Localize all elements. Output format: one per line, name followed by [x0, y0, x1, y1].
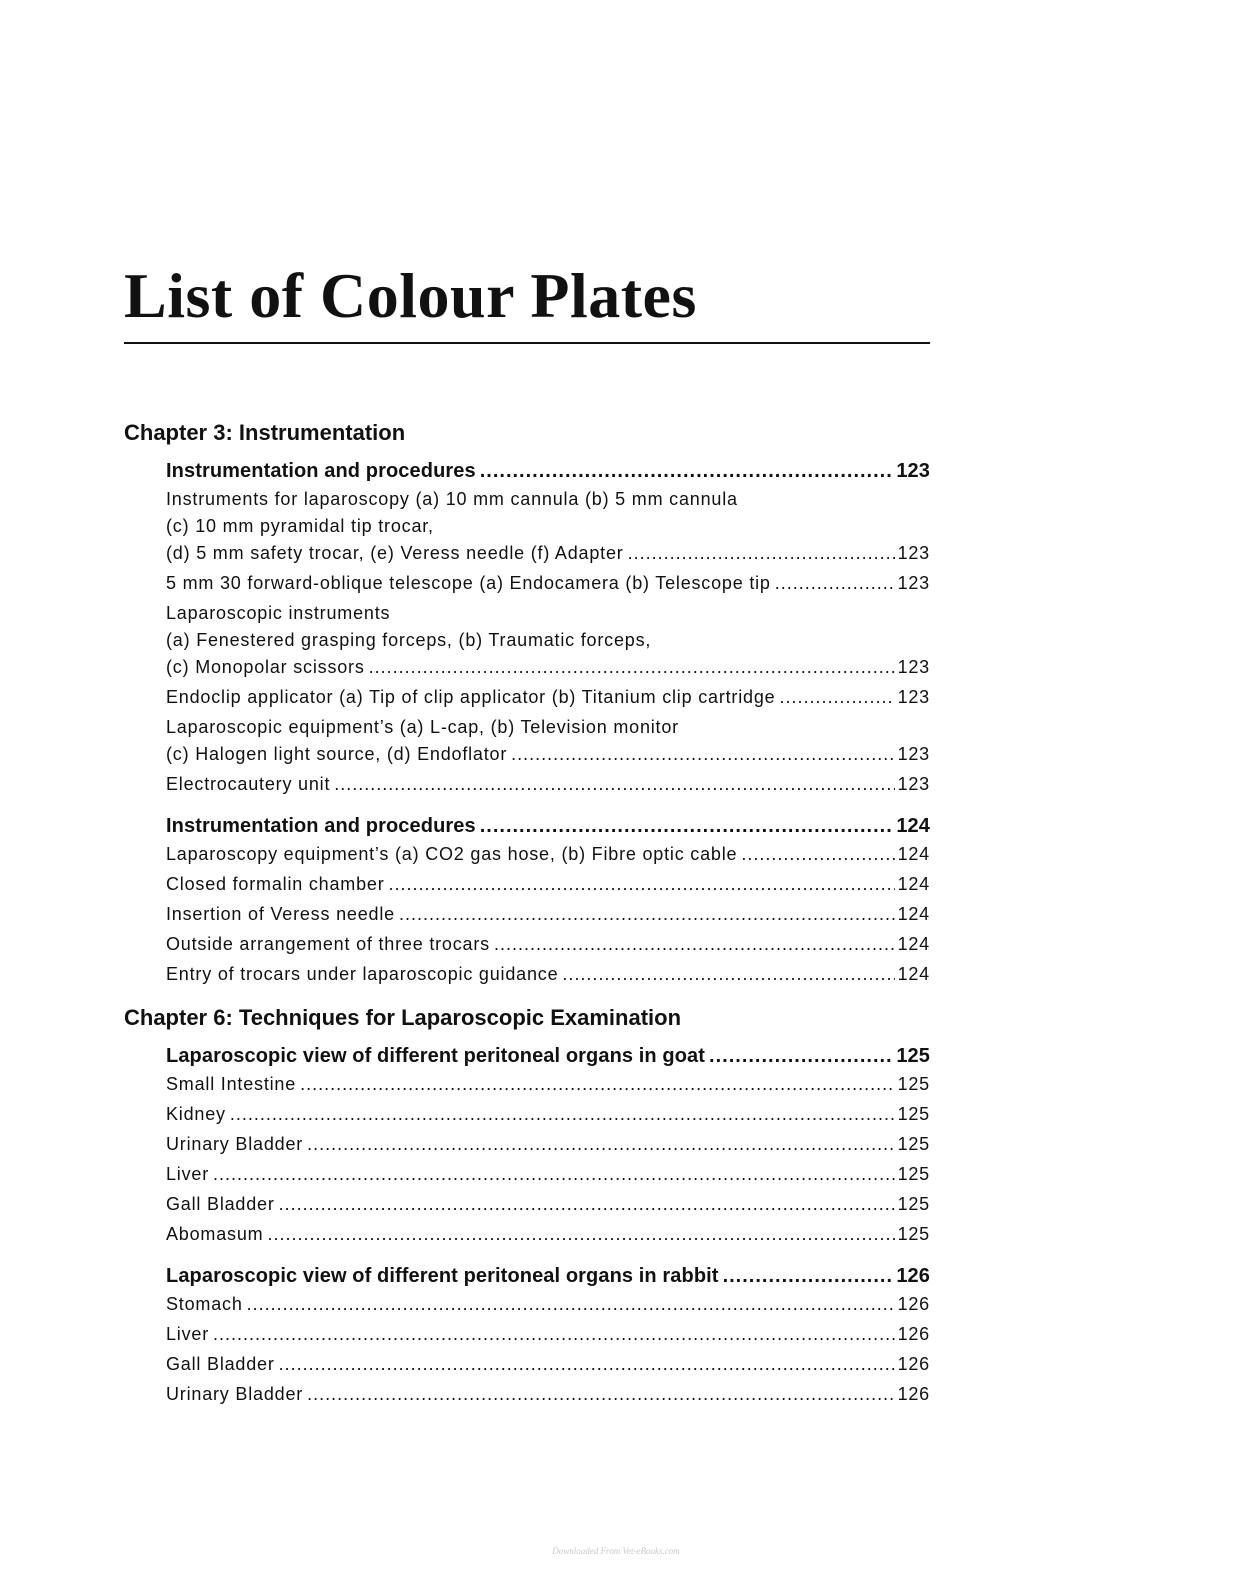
toc-entry-label: Liver: [166, 1164, 210, 1184]
dot-leader: [307, 1381, 895, 1408]
toc-entry-label: Liver: [166, 1324, 210, 1344]
dot-leader: [334, 771, 894, 798]
dot-leader: [213, 1321, 895, 1348]
dot-leader: [511, 741, 894, 768]
toc-section: [124, 1041, 930, 1251]
page-number: 125: [897, 1194, 930, 1214]
toc-entry-label: Outside arrangement of three trocars: [166, 934, 490, 954]
section-heading-label: Instrumentation and procedures: [166, 460, 476, 482]
page-number: 123: [897, 543, 930, 563]
dot-leader: [307, 1131, 895, 1158]
toc-entry-label: Abomasum: [166, 1224, 264, 1244]
chapter-heading: Chapter 3: Instrumentation: [124, 420, 406, 445]
dot-leader: [399, 901, 895, 928]
toc-entry-label: (c) Monopolar scissors: [166, 657, 365, 677]
dot-leader: [628, 540, 895, 567]
toc-entry[interactable]: [166, 1351, 930, 1381]
dot-leader: [775, 570, 895, 597]
page-number: 124: [897, 874, 930, 894]
page-title: List of Colour Plates: [124, 260, 697, 331]
dot-leader: [709, 1041, 893, 1071]
toc-entry-label: (d) 5 mm safety trocar, (e) Veress needle (f) Adapter: [166, 543, 624, 563]
toc-entry[interactable]: [166, 1321, 930, 1351]
entry-line: Laparoscopic instruments: [166, 603, 391, 623]
dot-leader: [279, 1351, 895, 1378]
page-number: 125: [896, 1045, 930, 1067]
page-number: 126: [897, 1384, 930, 1404]
toc-entry-label: Stomach: [166, 1294, 243, 1314]
section-heading[interactable]: [166, 456, 930, 486]
toc-entry[interactable]: [166, 931, 930, 961]
section-heading-label: Laparoscopic view of different peritoneal organs in goat: [166, 1045, 706, 1067]
toc-entry[interactable]: [166, 841, 930, 871]
page-number: 125: [897, 1134, 930, 1154]
toc-entry[interactable]: [166, 570, 930, 600]
section-heading-label: Instrumentation and procedures: [166, 815, 476, 837]
dot-leader: [369, 654, 895, 681]
page-number: 123: [897, 687, 930, 707]
toc-entry-label: (c) Halogen light source, (d) Endoflator: [166, 744, 508, 764]
toc-entry[interactable]: [166, 1191, 930, 1221]
toc-entry-label: Gall Bladder: [166, 1354, 275, 1374]
toc-entry[interactable]: [166, 871, 930, 901]
entry-line: Laparoscopic equipment’s (a) L-cap, (b) Television monitor: [166, 717, 679, 737]
toc-entry-label: Electrocautery unit: [166, 774, 331, 794]
toc-entry[interactable]: [166, 961, 930, 991]
page-number: 124: [897, 964, 930, 984]
toc-entry[interactable]: [166, 654, 930, 684]
page-number: 125: [897, 1164, 930, 1184]
toc-entry[interactable]: [166, 741, 930, 771]
toc-entry-label: Endoclip applicator (a) Tip of clip applicator (b) Titanium clip cartridge: [166, 687, 776, 707]
toc-entry-label: Urinary Bladder: [166, 1384, 304, 1404]
toc-entry-label: Closed formalin chamber: [166, 874, 385, 894]
toc-entry-label: Entry of trocars under laparoscopic guidance: [166, 964, 559, 984]
dot-leader: [247, 1291, 895, 1318]
page-number: 126: [897, 1324, 930, 1344]
page-number: 123: [897, 573, 930, 593]
section-heading-label: Laparoscopic view of different peritoneal organs in rabbit: [166, 1265, 719, 1287]
page-number: 124: [896, 815, 930, 837]
dot-leader: [388, 871, 894, 898]
table-of-contents: [124, 416, 930, 1421]
dot-leader: [480, 811, 894, 841]
entry-line: Instruments for laparoscopy (a) 10 mm cannula (b) 5 mm cannula: [166, 489, 738, 509]
page-number: 125: [897, 1104, 930, 1124]
chapter-heading: Chapter 6: Techniques for Laparoscopic Examination: [124, 1005, 682, 1030]
dot-leader: [494, 931, 895, 958]
toc-entry[interactable]: [166, 1101, 930, 1131]
dot-leader: [279, 1191, 895, 1218]
dot-leader: [741, 841, 894, 868]
toc-entry-label: Insertion of Veress needle: [166, 904, 395, 924]
dot-leader: [723, 1261, 894, 1291]
toc-entry-label: Kidney: [166, 1104, 226, 1124]
toc-entry-label: 5 mm 30 forward-oblique telescope (a) Endocamera (b) Telescope tip: [166, 573, 771, 593]
page-number: 123: [896, 460, 930, 482]
section-heading[interactable]: [166, 1041, 930, 1071]
dot-leader: [213, 1161, 895, 1188]
page-number: 124: [897, 904, 930, 924]
page-number: 126: [896, 1265, 930, 1287]
entry-line: (a) Fenestered grasping forceps, (b) Traumatic forceps,: [166, 630, 652, 650]
toc-entry[interactable]: [166, 901, 930, 931]
toc-section: [124, 456, 930, 801]
dot-leader: [562, 961, 894, 988]
page-number: 123: [897, 774, 930, 794]
page-number: 126: [897, 1354, 930, 1374]
page-number: 126: [897, 1294, 930, 1314]
toc-entry-label: Gall Bladder: [166, 1194, 275, 1214]
toc-entry[interactable]: [166, 1161, 930, 1191]
toc-entry-label: Laparoscopy equipment’s (a) CO2 gas hose, (b) Fibre optic cable: [166, 844, 738, 864]
page-number: 124: [897, 844, 930, 864]
toc-section: [124, 1261, 930, 1411]
dot-leader: [300, 1071, 895, 1098]
page-number: 125: [897, 1224, 930, 1244]
toc-entry[interactable]: [166, 1131, 930, 1161]
title-rule: [124, 342, 930, 344]
dot-leader: [779, 684, 894, 711]
dot-leader: [267, 1221, 894, 1248]
section-heading[interactable]: [166, 811, 930, 841]
toc-entry[interactable]: [166, 771, 930, 801]
section-heading[interactable]: [166, 1261, 930, 1291]
page-number: 123: [897, 744, 930, 764]
page-number: 124: [897, 934, 930, 954]
toc-entry-label: Small Intestine: [166, 1074, 297, 1094]
toc-entry[interactable]: [166, 540, 930, 570]
dot-leader: [480, 456, 894, 486]
toc-entry[interactable]: [166, 1291, 930, 1321]
footer-watermark: Downloaded From Vet-eBooks.com: [552, 1546, 680, 1556]
page-number: 125: [897, 1074, 930, 1094]
page-number: 123: [897, 657, 930, 677]
dot-leader: [230, 1101, 895, 1128]
toc-entry[interactable]: [166, 1381, 930, 1411]
toc-entry[interactable]: [166, 684, 930, 714]
toc-entry-label: Urinary Bladder: [166, 1134, 304, 1154]
toc-entry[interactable]: [166, 1221, 930, 1251]
entry-line: (c) 10 mm pyramidal tip trocar,: [166, 516, 434, 536]
toc-entry[interactable]: [166, 1071, 930, 1101]
toc-section: [124, 811, 930, 991]
